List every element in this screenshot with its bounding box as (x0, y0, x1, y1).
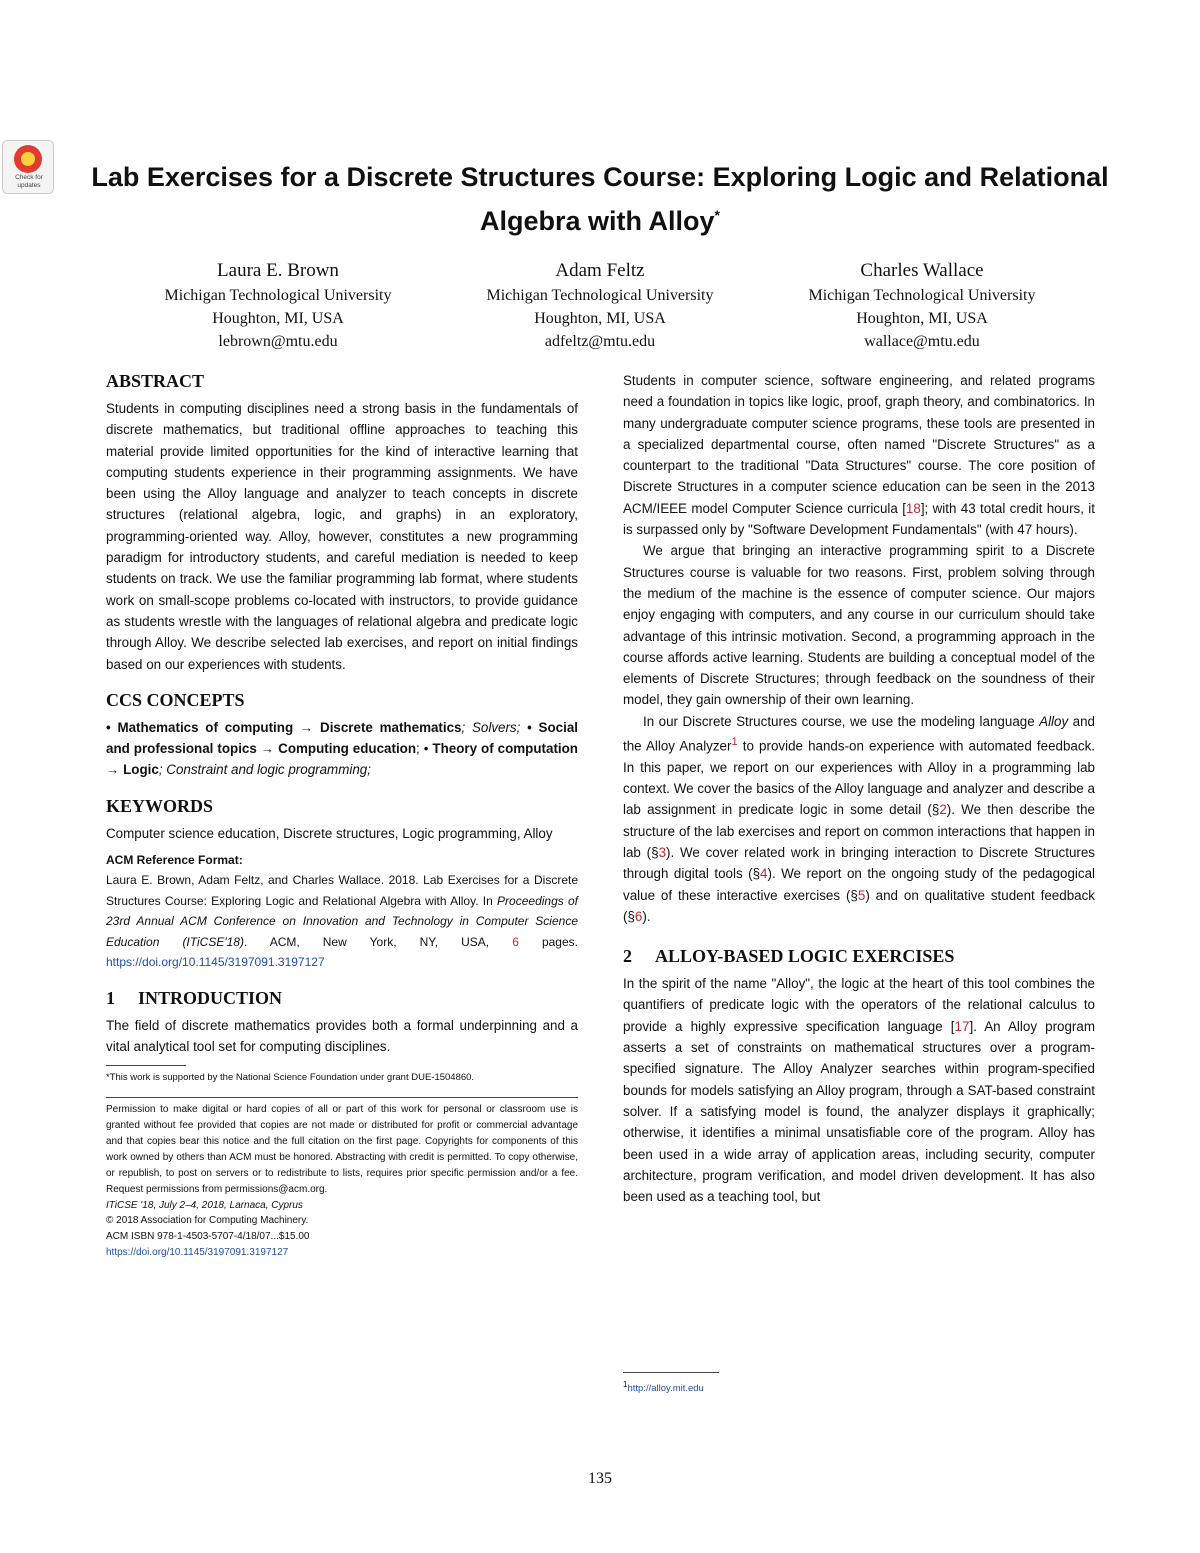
isbn-line: ACM ISBN 978-1-4503-5707-4/18/07...$15.00 (106, 1231, 310, 1243)
intro-paragraph: In our Discrete Structures course, we use the modeling language Alloy and the Alloy Analyzer$^1$ to provide hands-on experience with automated feedback. In this paper, we report on our experiences with Alloy in a programming lab context. We cover the basics of the Alloy language and analyzer and describe a lab assignment in predicate logic in some detail (§2). We then describe the structure of the lab exercises and report on common interactions that happen in lab (§3). We cover related work in bringing interaction to Discrete Structures through digital tools (§4). We report on the ongoing study of the pedagogical value of these interactive exercises (§5) and on qualitative student feedback (§6). (623, 713, 1095, 924)
abstract-heading: ABSTRACT (106, 371, 205, 391)
copyright-line: © 2018 Association for Computing Machinery. (106, 1215, 309, 1227)
title-footnote-mark: * (714, 207, 720, 223)
author-block (118, 258, 438, 353)
author-name: Adam Feltz (555, 260, 645, 281)
author-email: lebrown@mtu.edu (218, 333, 338, 350)
funding-footnote: *This work is supported by the National Science Foundation under grant DUE-1504860. (106, 1072, 475, 1084)
intro-paragraph: We argue that bringing an interactive programming spirit to a Discrete Structures course is valuable for two reasons. First, problem solving through the medium of the machine is the essence of computer science. Our majors enjoy engaging with computers, and any course in our curriculum should take advantage of this intrinsic motivation. Second, a programming approach in the course affords active learning. Students are building a conceptual model of the elements of Discrete Structures; through feedback on the soundness of their model, they gain ownership of their own learning. (623, 543, 1095, 708)
abstract-text: Students in computing disciplines need a strong basis in the fundamentals of discrete mathematics, but traditional offline approaches to teaching this material provide limited opportunities for the kind of interactive learning that computing students experience in their programming assignments. We have been using the Alloy language and analyzer to teach concepts in discrete structures (relational algebra, logic, and graphs) in an exploratory, programming-oriented way. Alloy, however, constitutes a new programming paradigm for introductory students, and careful mediation is needed to keep students on track. We use the familiar programming lab format, where students work on small-scope problems co-located with instructors, to provide guidance as students wrestle with the languages of relational algebra and predicate logic through Alloy. We describe selected lab exercises, and report on initial findings based on our experiences with students. (106, 401, 578, 672)
author-location: Houghton, MI, USA (856, 310, 988, 327)
footnote-link[interactable]: 1 (731, 736, 738, 749)
section-link[interactable]: 5 (857, 887, 866, 903)
page-count-link[interactable]: 6 (512, 934, 519, 949)
paper-title: Lab Exercises for a Discrete Structures Course: Exploring Logic and Relational Algebra with Alloy* (91, 162, 1109, 236)
footnote-rule (623, 1372, 719, 1373)
crossmark-icon (14, 145, 42, 173)
acm-reference-heading: ACM Reference Format: (106, 853, 243, 868)
intro-paragraph: Students in computer science, software engineering, and related programs need a foundation in topics like logic, proof, graph theory, and combinatorics. In many undergraduate computer science programs, these tools are presented in a specialized departmental course, often named "Discrete Structures" as a counterpart to the traditional "Data Structures" course. The core position of Discrete Structures in a computer science education can be seen in the 2013 ACM/IEEE model Computer Science curricula [18]; with 43 total credit hours, it is surpassed only by "Software Development Fundamentals" (with 47 hours). (623, 373, 1095, 538)
author-name: Charles Wallace (860, 260, 984, 281)
keywords-heading: KEYWORDS (106, 795, 214, 816)
author-location: Houghton, MI, USA (534, 310, 666, 327)
right-column (623, 370, 1095, 1207)
author-name: Laura E. Brown (217, 260, 339, 281)
footnote-rule (106, 1065, 186, 1066)
conference-line: ITiCSE '18, July 2–4, 2018, Larnaca, Cyprus (106, 1199, 303, 1211)
permission-block (106, 1097, 578, 1261)
citation-link[interactable]: 17 (954, 1018, 970, 1034)
check-for-updates-badge[interactable] (2, 140, 54, 194)
author-affiliation: Michigan Technological University (486, 287, 714, 304)
ccs-concepts: • Mathematics of computing → Discrete mathematics; Solvers; • Social and professional topics → Computing education; • Theory of computation → Logic; Constraint and logic programming; (106, 719, 578, 778)
alloy-url-link[interactable]: http://alloy.mit.edu (627, 1383, 704, 1395)
section-link[interactable]: 3 (658, 845, 667, 860)
section-heading-alloy-logic: 2 ALLOY-BASED LOGIC EXERCISES (623, 946, 955, 967)
author-affiliation: Michigan Technological University (808, 287, 1036, 304)
author-email: wallace@mtu.edu (864, 333, 980, 350)
section-heading-introduction: 1 INTRODUCTION (106, 987, 283, 1008)
section2-paragraph: In the spirit of the name "Alloy", the logic at the heart of this tool combines the quantifiers of predicate logic with the operators of the relational calculus to provide a highly expressive specification language [17]. An Alloy program asserts a set of constraints on mathematical structures over a program-specified signature. The Alloy Analyzer searches within program-specified bounds for models satisfying an Alloy program, through a SAT-based constraint solver. If a satisfying model is found, the analyzer displays it graphically; otherwise, it identifies a minimal unsatisfiable core of the program. Alloy has been used in a wide array of application areas, including security, computer architecture, program verification, and model driven development. It has also been used as a teaching tool, but (623, 976, 1095, 1205)
ccs-heading: CCS CONCEPTS (106, 689, 245, 710)
citation-link[interactable]: 18 (905, 500, 921, 516)
doi-link[interactable]: https://doi.org/10.1145/3197091.3197127 (106, 955, 325, 970)
badge-label: Check for updates (15, 174, 43, 189)
keywords-text: Computer science education, Discrete structures, Logic programming, Alloy (106, 825, 553, 841)
author-email: adfeltz@mtu.edu (544, 333, 656, 350)
section-link[interactable]: 6 (634, 908, 643, 924)
author-affiliation: Michigan Technological University (164, 287, 392, 304)
section-link[interactable]: 2 (939, 802, 947, 818)
author-block (440, 258, 760, 353)
acm-reference-text: Laura E. Brown, Adam Feltz, and Charles Wallace. 2018. Lab Exercises for a Discrete Structures Course: Exploring Logic and Relational Algebra with Alloy. In Proceedings of 23rd Annual ACM Conference on Innovation and Technology in Computer Science Education (ITiCSE'18). ACM, New York, NY, USA, 6 pages. https://doi.org/10.1145/3197091.3197127 (106, 873, 579, 970)
permission-text: Permission to make digital or hard copies of all or part of this work for personal or classroom use is granted without fee provided that copies are not made or distributed for profit or commercial advantage and that copies bear this notice and the full citation on the first page. Copyrights for components of this work owned by others than ACM must be honored. Abstracting with credit is permitted. To copy otherwise, or republish, to post on servers or to redistribute to lists, requires prior specific permission and/or a fee. Request permissions from permissions@acm.org. (106, 1104, 578, 1195)
section-link[interactable]: 4 (760, 866, 768, 882)
author-block (762, 258, 1082, 353)
alloy-footnote: $^1$http://alloy.mit.edu (623, 1364, 923, 1396)
page-number: 135 (588, 1470, 612, 1487)
permission-doi-link[interactable]: https://doi.org/10.1145/3197091.3197127 (106, 1247, 289, 1259)
intro-paragraph: The field of discrete mathematics provides both a formal underpinning and a vital analytical tool set for computing disciplines. (106, 1017, 578, 1054)
left-column (106, 370, 578, 1261)
author-location: Houghton, MI, USA (212, 310, 344, 327)
